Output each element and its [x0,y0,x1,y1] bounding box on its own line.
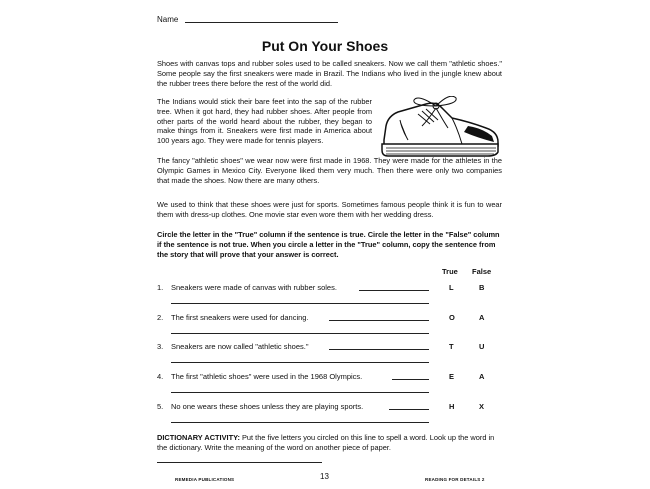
story-paragraph-2: The Indians would stick their bare feet into the sap of the rubber tree. When it got hard, they had rubber shoes. After people from other parts of the world heard about the rubber, they began to make things from it. Sneakers were first made in America about 100 years ago. They were made for tennis players. [157,97,372,146]
dictionary-activity-label: DICTIONARY ACTIVITY: [157,433,240,442]
answer-line[interactable] [171,392,429,393]
question-text: No one wears these shoes unless they are playing sports. [171,402,364,411]
question-row [157,283,502,311]
true-letter[interactable]: L [449,283,454,292]
question-number: 5. [157,402,164,411]
page-title: Put On Your Shoes [261,38,389,54]
false-letter[interactable]: B [479,283,485,292]
true-column-header: True [442,267,458,276]
question-text: The first sneakers were used for dancing. [171,313,309,322]
page-number: 13 [320,472,329,481]
question-number: 2. [157,313,164,322]
footer-publisher: REMEDIA PUBLICATIONS [175,477,235,482]
dictionary-activity-text: Put the five letters you circled on this line to spell a word. Look up the word in the dictionary. Write the meaning of the word on another piece of paper. [157,433,495,452]
question-row [157,402,502,430]
answer-line[interactable] [329,320,429,321]
question-number: 1. [157,283,164,292]
instructions: Circle the letter in the "True" column if the sentence is true. Circle the letter in the "False" column if the sentence is not true. When you circle a letter in the "True" column, copy the sentence from the story that will prove that your answer is correct. [157,230,500,259]
story-paragraph-4: We used to think that these shoes were just for sports. Sometimes famous people think it is fun to wear them with dress-up clothes. One movie star even wore them with her wedding dress. [157,200,502,219]
sneaker-illustration [378,96,502,158]
false-letter[interactable]: X [479,402,485,411]
word-answer-line[interactable] [157,462,322,463]
question-number: 3. [157,342,164,351]
dictionary-activity [157,433,502,453]
true-letter[interactable]: E [449,372,455,381]
question-row [157,372,502,400]
false-column-header: False [472,267,492,276]
answer-line[interactable] [389,409,429,410]
false-letter[interactable]: U [479,342,485,351]
true-letter[interactable]: H [449,402,455,411]
story-paragraph-1: Shoes with canvas tops and rubber soles used to be called sneakers. Now we call them "athletic shoes." Some people say the first sneakers were made in Brazil. The Indians who lived in the jungle knew about the rubber trees there before the rest of the world did. [157,59,502,88]
question-number: 4. [157,372,164,381]
story-paragraph-3: The fancy "athletic shoes" we wear now were first made in 1968. They were made for the athletes in the Olympic Games in Mexico City. Everyone liked them very much. Then there were only two companies that made the shoes. Now there are many others. [157,156,502,185]
answer-line[interactable] [329,349,429,350]
question-row [157,342,502,370]
name-write-line[interactable] [185,22,338,23]
answer-line[interactable] [392,379,429,380]
true-letter[interactable]: T [449,342,454,351]
question-text: Sneakers were made of canvas with rubber soles. [171,283,337,292]
answer-line[interactable] [171,422,429,423]
question-text: Sneakers are now called "athletic shoes." [171,342,309,351]
answer-line[interactable] [171,362,429,363]
false-letter[interactable]: A [479,313,485,322]
answer-line[interactable] [359,290,429,291]
question-text: The first "athletic shoes" were used in the 1968 Olympics. [171,372,363,381]
true-letter[interactable]: O [449,313,455,322]
answer-line[interactable] [171,303,429,304]
name-label: Name [157,15,179,24]
false-letter[interactable]: A [479,372,485,381]
question-row [157,313,502,341]
answer-line[interactable] [171,333,429,334]
footer-series: READING FOR DETAILS 2 [425,477,485,482]
